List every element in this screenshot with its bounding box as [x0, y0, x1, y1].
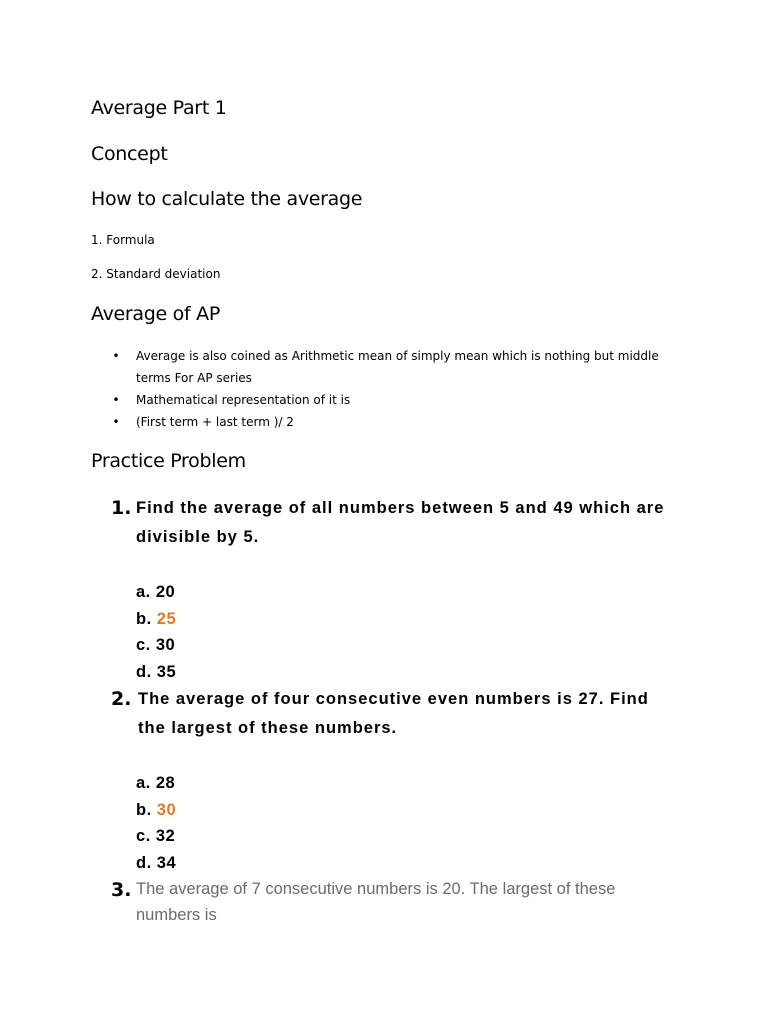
problem-number: 1.	[111, 497, 132, 519]
option-value: 32	[155, 827, 176, 845]
option-value-answer: 25	[156, 609, 177, 628]
practice-heading: Practice Problem	[91, 450, 246, 472]
problem-question: The average of 7 consecutive numbers is 20. The largest of these numbers is	[136, 880, 616, 924]
bullet-text: Mathematical representation of it is	[136, 393, 351, 407]
option-value: 34	[156, 853, 177, 872]
option-item	[136, 606, 681, 633]
bullet-icon: •	[112, 349, 120, 363]
option-value: 20	[155, 583, 176, 601]
option-letter: a.	[136, 583, 151, 601]
ap-bullet-list	[111, 345, 681, 433]
option-item	[136, 659, 681, 686]
bullet-text: Average is also coined as Arithmetic mean of simply mean which is nothing but middle terms For AP series	[136, 349, 659, 385]
option-value-answer: 30	[156, 800, 177, 819]
ap-heading: Average of AP	[91, 303, 220, 325]
option-value: 28	[155, 774, 176, 792]
option-value: 35	[156, 662, 177, 681]
option-letter: b.	[136, 800, 152, 819]
option-letter: c.	[136, 827, 151, 845]
list-item	[111, 345, 681, 389]
problem-number: 3.	[111, 879, 132, 901]
option-letter: c.	[136, 636, 151, 654]
method-formula: 1. Formula	[91, 233, 155, 247]
option-item	[136, 632, 681, 659]
option-letter: b.	[136, 609, 152, 628]
option-item	[136, 850, 681, 877]
problem-3	[111, 876, 681, 928]
method-standard-deviation: 2. Standard deviation	[91, 267, 221, 281]
problem-question: Find the average of all numbers between 5 and 49 which are divisible by 5.	[136, 499, 665, 546]
problem-1	[111, 494, 681, 685]
how-to-heading: How to calculate the average	[91, 188, 363, 210]
option-letter: d.	[136, 853, 152, 872]
option-list	[136, 770, 681, 876]
problem-question: The average of four consecutive even numbers is 27. Find the largest of these numbers.	[138, 690, 649, 737]
option-item	[136, 770, 681, 797]
problem-number: 2.	[111, 688, 132, 710]
option-letter: a.	[136, 774, 151, 792]
bullet-text: (First term + last term )/ 2	[136, 415, 294, 429]
option-item	[136, 823, 681, 850]
problem-2	[111, 685, 681, 876]
list-item	[111, 389, 681, 411]
list-item	[111, 411, 681, 433]
option-item	[136, 797, 681, 824]
option-list	[136, 579, 681, 685]
page-title: Average Part 1	[91, 97, 227, 119]
bullet-icon: •	[112, 415, 120, 429]
option-letter: d.	[136, 662, 152, 681]
bullet-icon: •	[112, 393, 120, 407]
option-item	[136, 579, 681, 606]
concept-heading: Concept	[91, 143, 168, 165]
option-value: 30	[155, 636, 176, 654]
